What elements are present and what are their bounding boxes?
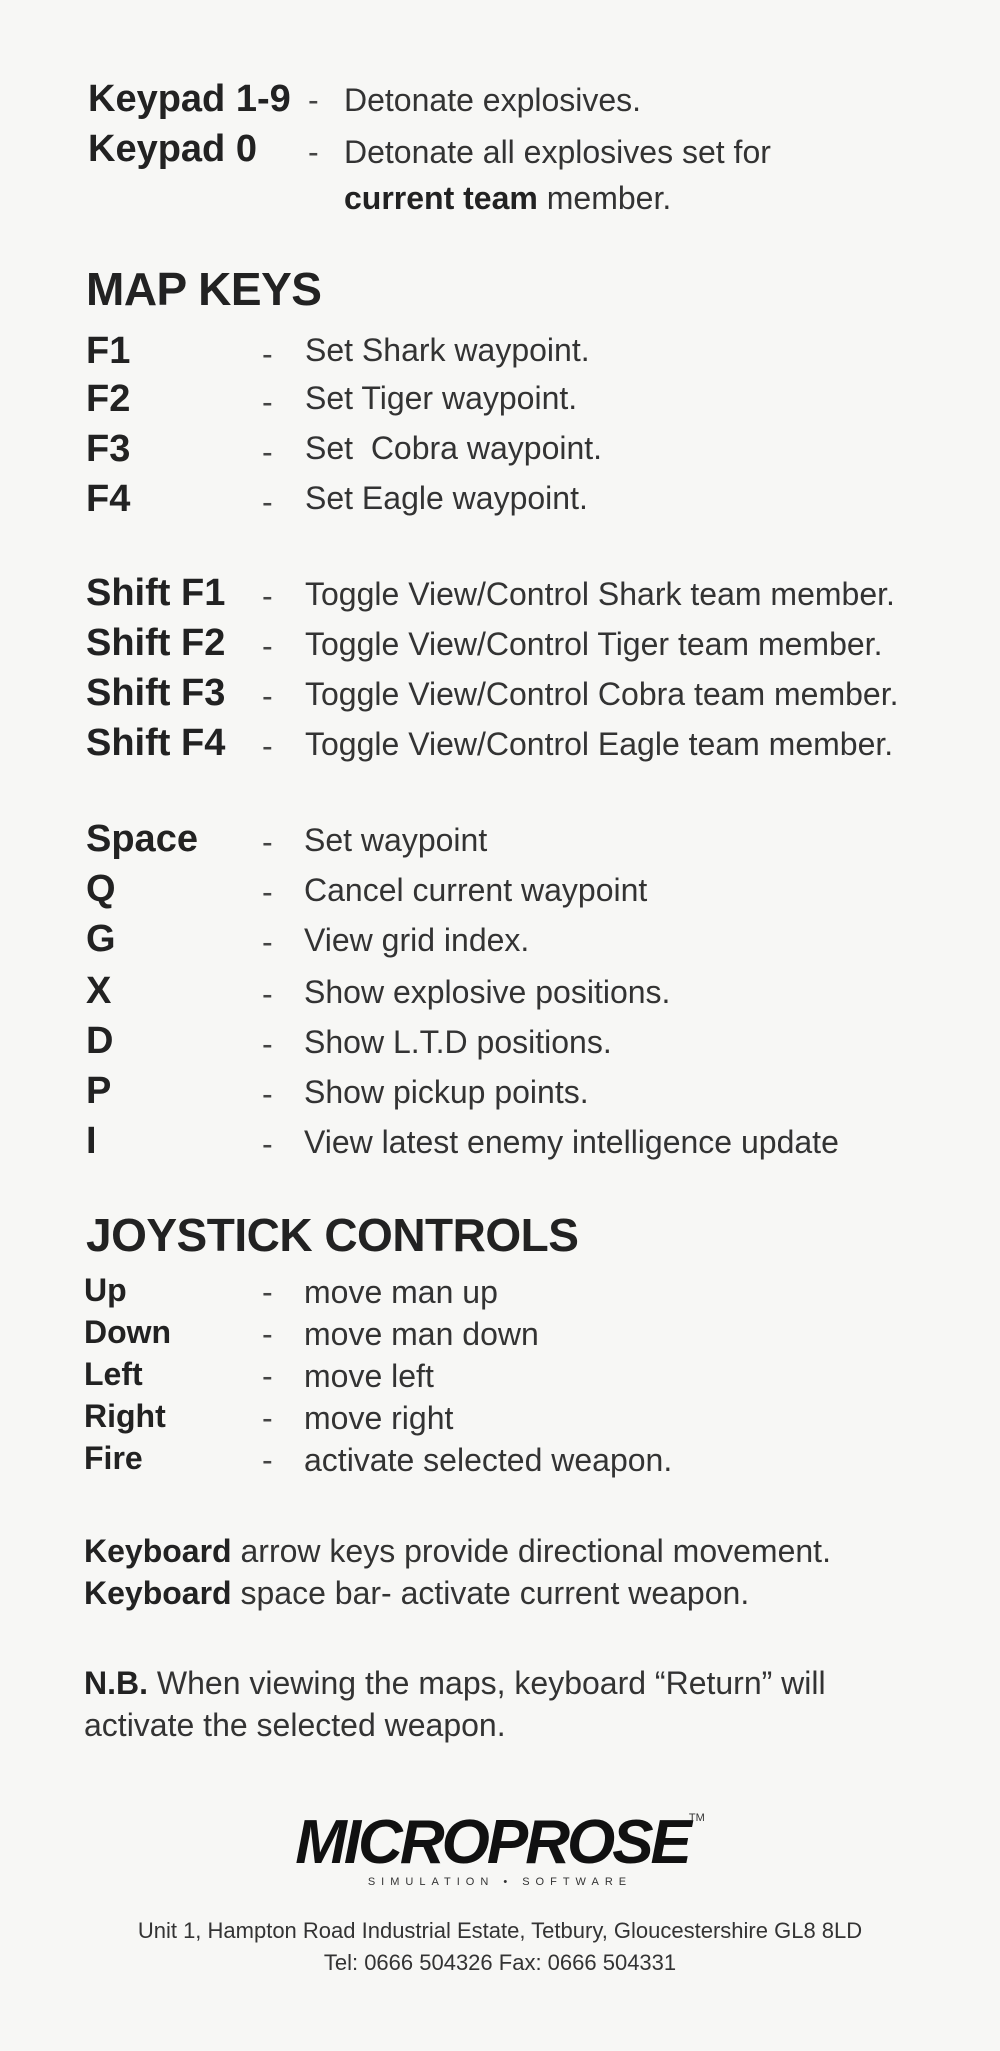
key-label: Keypad 1-9 bbox=[88, 78, 291, 120]
key-label: Keypad 0 bbox=[88, 128, 257, 170]
key-description: move man down bbox=[304, 1316, 539, 1352]
key-label: Q bbox=[86, 868, 116, 910]
key-label: Up bbox=[84, 1272, 127, 1308]
bold-phrase: Keyboard bbox=[84, 1533, 232, 1569]
key-description: Cancel current waypoint bbox=[304, 872, 648, 908]
key-label: Shift F2 bbox=[86, 622, 226, 664]
key-label: X bbox=[86, 970, 112, 1012]
key-label: F1 bbox=[86, 330, 131, 372]
dash: - bbox=[262, 578, 273, 614]
key-label: Down bbox=[84, 1314, 172, 1350]
key-label: F4 bbox=[86, 478, 131, 520]
key-label: Shift F3 bbox=[86, 672, 226, 714]
key-label: Fire bbox=[84, 1440, 143, 1476]
text: arrow keys provide directional movement. bbox=[231, 1533, 831, 1569]
logo-wordmark: MICROPROSE bbox=[295, 1808, 689, 1877]
dash: - bbox=[262, 678, 273, 714]
key-description: Set Cobra waypoint. bbox=[305, 430, 603, 466]
key-label: Shift F1 bbox=[86, 572, 226, 614]
dash: - bbox=[262, 336, 273, 372]
bold-phrase: current team bbox=[344, 180, 538, 216]
key-description: Show explosive positions. bbox=[304, 974, 671, 1010]
key-description: Detonate all explosives set for bbox=[344, 134, 771, 170]
text: space bar- activate current weapon. bbox=[231, 1575, 750, 1611]
key-description: move man up bbox=[304, 1274, 498, 1310]
keyboard-note bbox=[84, 1572, 749, 1614]
nb-note bbox=[84, 1662, 826, 1704]
dash: - bbox=[308, 82, 319, 118]
key-description: move right bbox=[304, 1400, 454, 1436]
bold-phrase: Keyboard bbox=[84, 1575, 232, 1611]
dash: - bbox=[262, 924, 273, 960]
key-description: Toggle View/Control Shark team member. bbox=[305, 576, 895, 612]
key-description: Toggle View/Control Eagle team member. bbox=[305, 726, 894, 762]
key-label: P bbox=[86, 1070, 112, 1112]
dash: - bbox=[262, 1442, 273, 1478]
key-label: Right bbox=[84, 1398, 166, 1434]
dash: - bbox=[262, 1316, 273, 1352]
dash: - bbox=[262, 1400, 273, 1436]
nb-note-continued: activate the selected weapon. bbox=[84, 1707, 506, 1743]
dash: - bbox=[262, 384, 273, 420]
section-heading-joystick-controls: JOYSTICK CONTROLS bbox=[86, 1209, 579, 1261]
key-label: Left bbox=[84, 1356, 143, 1392]
dash: - bbox=[262, 1358, 273, 1394]
key-label: Space bbox=[86, 818, 198, 860]
company-phone-fax: Tel: 0666 504326 Fax: 0666 504331 bbox=[323, 1950, 677, 1975]
text: When viewing the maps, keyboard “Return” will bbox=[148, 1665, 826, 1701]
dash: - bbox=[262, 484, 273, 520]
dash: - bbox=[262, 1274, 273, 1310]
key-description: Set Eagle waypoint. bbox=[305, 480, 588, 516]
dash: - bbox=[262, 628, 273, 664]
key-description: activate selected weapon. bbox=[304, 1442, 673, 1478]
bold-phrase: N.B. bbox=[84, 1665, 148, 1701]
dash: - bbox=[262, 728, 273, 764]
dash: - bbox=[262, 976, 273, 1012]
dash: - bbox=[262, 1126, 273, 1162]
key-description: View latest enemy intelligence update bbox=[304, 1124, 839, 1160]
key-description: Show pickup points. bbox=[304, 1074, 589, 1110]
key-label: Shift F4 bbox=[86, 722, 226, 764]
key-description: Set waypoint bbox=[304, 822, 488, 858]
key-description: move left bbox=[304, 1358, 434, 1394]
key-label: G bbox=[86, 918, 116, 960]
key-label: F2 bbox=[86, 378, 131, 420]
trademark-symbol: TM bbox=[688, 1812, 705, 1824]
dash: - bbox=[308, 134, 319, 170]
key-description-continued bbox=[344, 180, 671, 217]
section-heading-map-keys: MAP KEYS bbox=[86, 263, 322, 315]
key-label: F3 bbox=[86, 428, 131, 470]
dash: - bbox=[262, 1026, 273, 1062]
key-label: I bbox=[86, 1120, 97, 1162]
logo-subtitle: SIMULATION • SOFTWARE bbox=[367, 1876, 633, 1888]
key-description: View grid index. bbox=[304, 922, 530, 958]
key-description: Set Tiger waypoint. bbox=[305, 380, 578, 416]
microprose-logo bbox=[0, 1808, 1000, 1877]
text: member. bbox=[537, 180, 672, 216]
key-description: Set Shark waypoint. bbox=[305, 332, 590, 368]
dash: - bbox=[262, 434, 273, 470]
key-label: D bbox=[86, 1020, 114, 1062]
company-address: Unit 1, Hampton Road Industrial Estate, Tetbury, Gloucestershire GL8 8LD bbox=[137, 1918, 863, 1943]
dash: - bbox=[262, 824, 273, 860]
dash: - bbox=[262, 1076, 273, 1112]
key-description: Show L.T.D positions. bbox=[304, 1024, 612, 1060]
keyboard-note bbox=[84, 1530, 831, 1572]
dash: - bbox=[262, 874, 273, 910]
key-description: Toggle View/Control Cobra team member. bbox=[305, 676, 899, 712]
key-description: Detonate explosives. bbox=[344, 82, 642, 118]
key-description: Toggle View/Control Tiger team member. bbox=[305, 626, 883, 662]
